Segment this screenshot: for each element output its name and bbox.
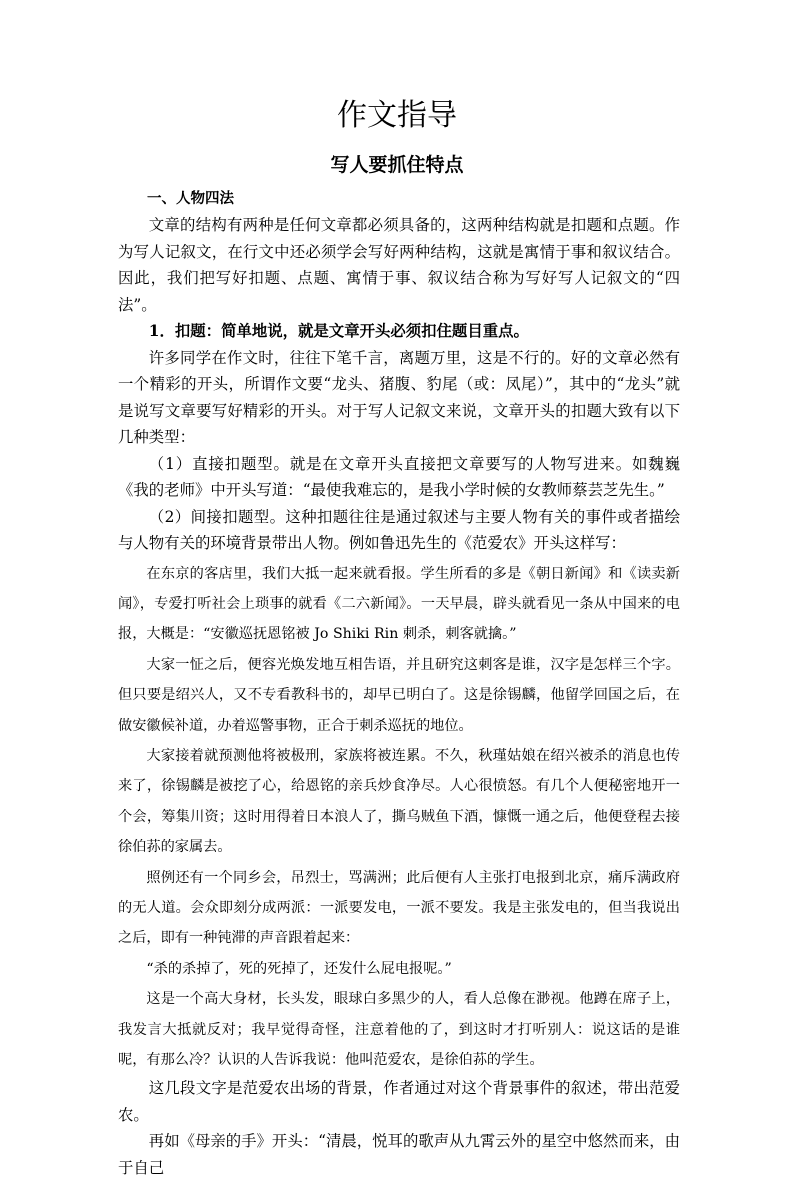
page-title: 作文指导: [337, 98, 457, 133]
quote-paragraph: “杀的杀掉了，死的死掉了，还发什么屁电报呢。”: [146, 960, 452, 977]
paragraph: （2）间接扣题型。这种扣题往往是通过叙述与主要人物有关的事件或者描绘与人物有关的环境背景带出人物。例如鲁迅先生的《范爱农》开头这样写：: [118, 507, 680, 552]
paragraph: 这几段文字是范爱农出场的背景，作者通过对这个背景事件的叙述，带出范爱农。: [118, 1079, 680, 1124]
quote-paragraph: 大家一怔之后，便容光焕发地互相告语，并且研究这刺客是谁，汉字是怎样三个字。但只要是绍兴人，又不专看教科书的，却早已明白了。这是徐锡麟，他留学回国之后，在做安徽候补道，办着巡警事物，正合于刺杀巡抚的地位。: [118, 656, 680, 734]
paragraph: （1）直接扣题型。就是在文章开头直接把文章要写的人物写进来。如魏巍《我的老师》中开头写道：“最使我难忘的，是我小学时候的女教师蔡芸芝先生。”: [118, 454, 680, 499]
document-body: [118, 186, 680, 1181]
quote-paragraph: 大家接着就预测他将被极刑，家族将被连累。不久，秋瑾姑娘在绍兴被杀的消息也传来了，徐锡麟是被挖了心，给恩铭的亲兵炒食净尽。人心很愤怒。有几个人便秘密地开一个会，筹集川资；这时用得着日本浪人了，撕乌贼鱼下酒，慷慨一通之后，他便登程去接徐伯荪的家属去。: [118, 747, 680, 856]
paragraph: 许多同学在作文时，往往下笔千言，离题万里，这是不行的。好的文章必然有一个精彩的开头，所谓作文要“龙头、猪腹、豹尾（或：凤尾）”，其中的“龙头”就是说写文章要写好精彩的开头。对于写人记叙文来说，文章开头的扣题大致有以下几种类型：: [118, 348, 680, 446]
method-heading: 1．扣题：简单地说，就是文章开头必须扣住题目重点。: [148, 322, 529, 340]
section-heading: 一、人物四法: [147, 190, 234, 207]
paragraph: 再如《母亲的手》开头：“清晨，悦耳的歌声从九霄云外的星空中悠然而来，由于自己: [118, 1132, 680, 1177]
quote-paragraph: 照例还有一个同乡会，吊烈士，骂满洲；此后便有人主张打电报到北京，痛斥满政府的无人道。会众即刻分成两派：一派要发电，一派不要发。我是主张发电的，但当我说出之后，即有一种钝滞的声音跟着起来：: [118, 869, 680, 947]
page-subtitle: 写人要抓住特点: [330, 154, 464, 176]
paragraph: 文章的结构有两种是任何文章都必须具备的，这两种结构就是扣题和点题。作为写人记叙文，在行文中还必须学会写好两种结构，这就是寓情于事和叙议结合。因此，我们把写好扣题、点题、寓情于事、叙议结合称为写好写人记叙文的“四法”。: [118, 216, 680, 314]
quote-paragraph: 在东京的客店里，我们大抵一起来就看报。学生所看的多是《朝日新闻》和《读卖新闻》，专爱打听社会上琐事的就看《二六新闻》。一天早晨，辟头就看见一条从中国来的电报，大概是：“安徽巡抚恩铭被 Jo Shiki Rin 刺杀，刺客就擒。”: [118, 565, 680, 643]
quote-paragraph: 这是一个高大身材，长头发，眼球白多黑少的人，看人总像在渺视。他蹲在席子上，我发言大抵就反对；我早觉得奇怪，注意着他的了，到这时才打听别人：说这话的是谁呢，有那么冷？认识的人告诉我说：他叫范爱农，是徐伯荪的学生。: [118, 991, 680, 1068]
